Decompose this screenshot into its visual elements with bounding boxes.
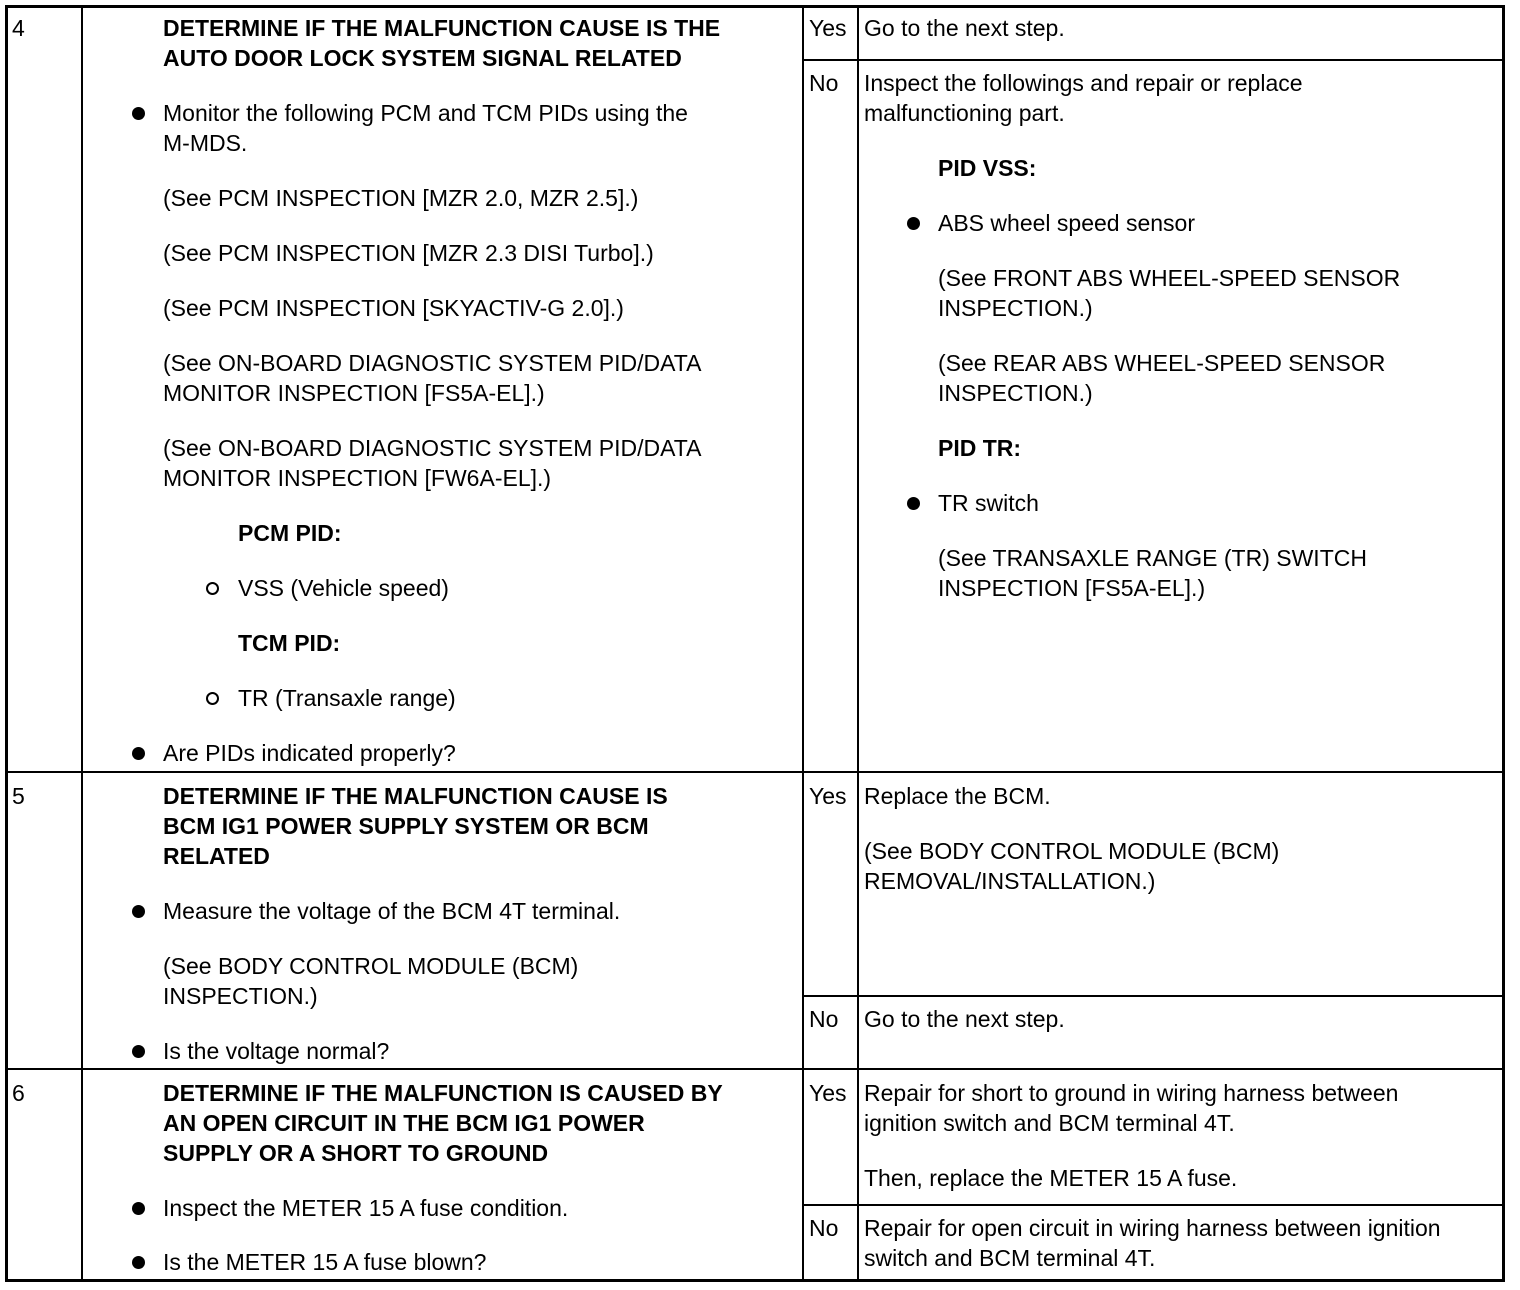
step-heading: DETERMINE IF THE MALFUNCTION CAUSE IS — [163, 783, 668, 809]
step-number: 4 — [12, 15, 25, 41]
column-divider-result — [857, 6, 859, 1282]
no-label: No — [809, 1006, 839, 1032]
bullet-icon — [132, 107, 145, 120]
reference-link[interactable]: (See REAR ABS WHEEL-SPEED SENSOR — [938, 350, 1386, 376]
reference-link[interactable]: INSPECTION.) — [163, 983, 318, 1009]
bullet-icon — [907, 497, 920, 510]
reference-link[interactable]: (See TRANSAXLE RANGE (TR) SWITCH — [938, 545, 1367, 571]
pid-group-label: PID VSS: — [938, 155, 1037, 181]
pid-group-label: PID TR: — [938, 435, 1022, 461]
yes-result: ignition switch and BCM terminal 4T. — [864, 1110, 1235, 1136]
row-divider-4-5 — [6, 771, 1504, 773]
step-action: M-MDS. — [163, 130, 248, 156]
bullet-icon — [132, 905, 145, 918]
sub-bullet-icon — [206, 582, 219, 595]
bullet-icon — [132, 1045, 145, 1058]
reference-link[interactable]: (See BODY CONTROL MODULE (BCM) — [163, 953, 579, 979]
no-result: Inspect the followings and repair or replace — [864, 70, 1303, 96]
step-heading: DETERMINE IF THE MALFUNCTION IS CAUSED BY — [163, 1080, 723, 1106]
inspect-item: ABS wheel speed sensor — [938, 210, 1195, 236]
step-question: Is the METER 15 A fuse blown? — [163, 1249, 487, 1275]
pid-item: TR (Transaxle range) — [238, 685, 456, 711]
step-heading: BCM IG1 POWER SUPPLY SYSTEM OR BCM — [163, 813, 649, 839]
reference-link[interactable]: (See BODY CONTROL MODULE (BCM) — [864, 838, 1280, 864]
row-divider-5-6 — [6, 1068, 1504, 1070]
yes-label: Yes — [809, 783, 847, 809]
step6-yes-no-divider — [803, 1204, 1504, 1206]
inspect-item: TR switch — [938, 490, 1039, 516]
reference-link[interactable]: INSPECTION.) — [938, 295, 1093, 321]
pid-item: VSS (Vehicle speed) — [238, 575, 449, 601]
no-result: malfunctioning part. — [864, 100, 1065, 126]
reference-link[interactable]: (See FRONT ABS WHEEL-SPEED SENSOR — [938, 265, 1401, 291]
yes-result: Then, replace the METER 15 A fuse. — [864, 1165, 1238, 1191]
no-label: No — [809, 70, 839, 96]
step-question: Is the voltage normal? — [163, 1038, 390, 1064]
step-heading: AUTO DOOR LOCK SYSTEM SIGNAL RELATED — [163, 45, 682, 71]
step4-yes-no-divider — [803, 59, 1504, 61]
pid-group-label: PCM PID: — [238, 520, 342, 546]
step-heading: AN OPEN CIRCUIT IN THE BCM IG1 POWER — [163, 1110, 645, 1136]
no-result: Go to the next step. — [864, 1006, 1065, 1032]
column-divider-number — [81, 6, 83, 1282]
step-number: 6 — [12, 1080, 25, 1106]
bullet-icon — [132, 747, 145, 760]
pid-group-label: TCM PID: — [238, 630, 341, 656]
yes-label: Yes — [809, 1080, 847, 1106]
yes-label: Yes — [809, 15, 847, 41]
reference-link[interactable]: (See PCM INSPECTION [MZR 2.3 DISI Turbo].) — [163, 240, 654, 266]
yes-result: Replace the BCM. — [864, 783, 1051, 809]
step-action: Inspect the METER 15 A fuse condition. — [163, 1195, 569, 1221]
step-heading: DETERMINE IF THE MALFUNCTION CAUSE IS THE — [163, 15, 721, 41]
reference-link[interactable]: MONITOR INSPECTION [FW6A-EL].) — [163, 465, 552, 491]
no-label: No — [809, 1215, 839, 1241]
step-action: Measure the voltage of the BCM 4T terminal. — [163, 898, 621, 924]
reference-link[interactable]: MONITOR INSPECTION [FS5A-EL].) — [163, 380, 545, 406]
step-number: 5 — [12, 783, 25, 809]
reference-link[interactable]: INSPECTION [FS5A-EL].) — [938, 575, 1206, 601]
no-result: Repair for open circuit in wiring harness between ignition — [864, 1215, 1441, 1241]
no-result: switch and BCM terminal 4T. — [864, 1245, 1156, 1271]
reference-link[interactable]: INSPECTION.) — [938, 380, 1093, 406]
column-divider-action — [802, 6, 804, 1282]
reference-link[interactable]: (See ON-BOARD DIAGNOSTIC SYSTEM PID/DATA — [163, 435, 702, 461]
step-heading: RELATED — [163, 843, 270, 869]
bullet-icon — [132, 1256, 145, 1269]
reference-link[interactable]: REMOVAL/INSTALLATION.) — [864, 868, 1156, 894]
reference-link[interactable]: (See PCM INSPECTION [SKYACTIV-G 2.0].) — [163, 295, 624, 321]
reference-link[interactable]: (See PCM INSPECTION [MZR 2.0, MZR 2.5].) — [163, 185, 639, 211]
step-heading: SUPPLY OR A SHORT TO GROUND — [163, 1140, 549, 1166]
step5-yes-no-divider — [803, 995, 1504, 997]
yes-result: Go to the next step. — [864, 15, 1065, 41]
reference-link[interactable]: (See ON-BOARD DIAGNOSTIC SYSTEM PID/DATA — [163, 350, 702, 376]
step-action: Monitor the following PCM and TCM PIDs using the — [163, 100, 688, 126]
bullet-icon — [132, 1202, 145, 1215]
step-question: Are PIDs indicated properly? — [163, 740, 456, 766]
yes-result: Repair for short to ground in wiring harness between — [864, 1080, 1399, 1106]
bullet-icon — [907, 217, 920, 230]
sub-bullet-icon — [206, 692, 219, 705]
